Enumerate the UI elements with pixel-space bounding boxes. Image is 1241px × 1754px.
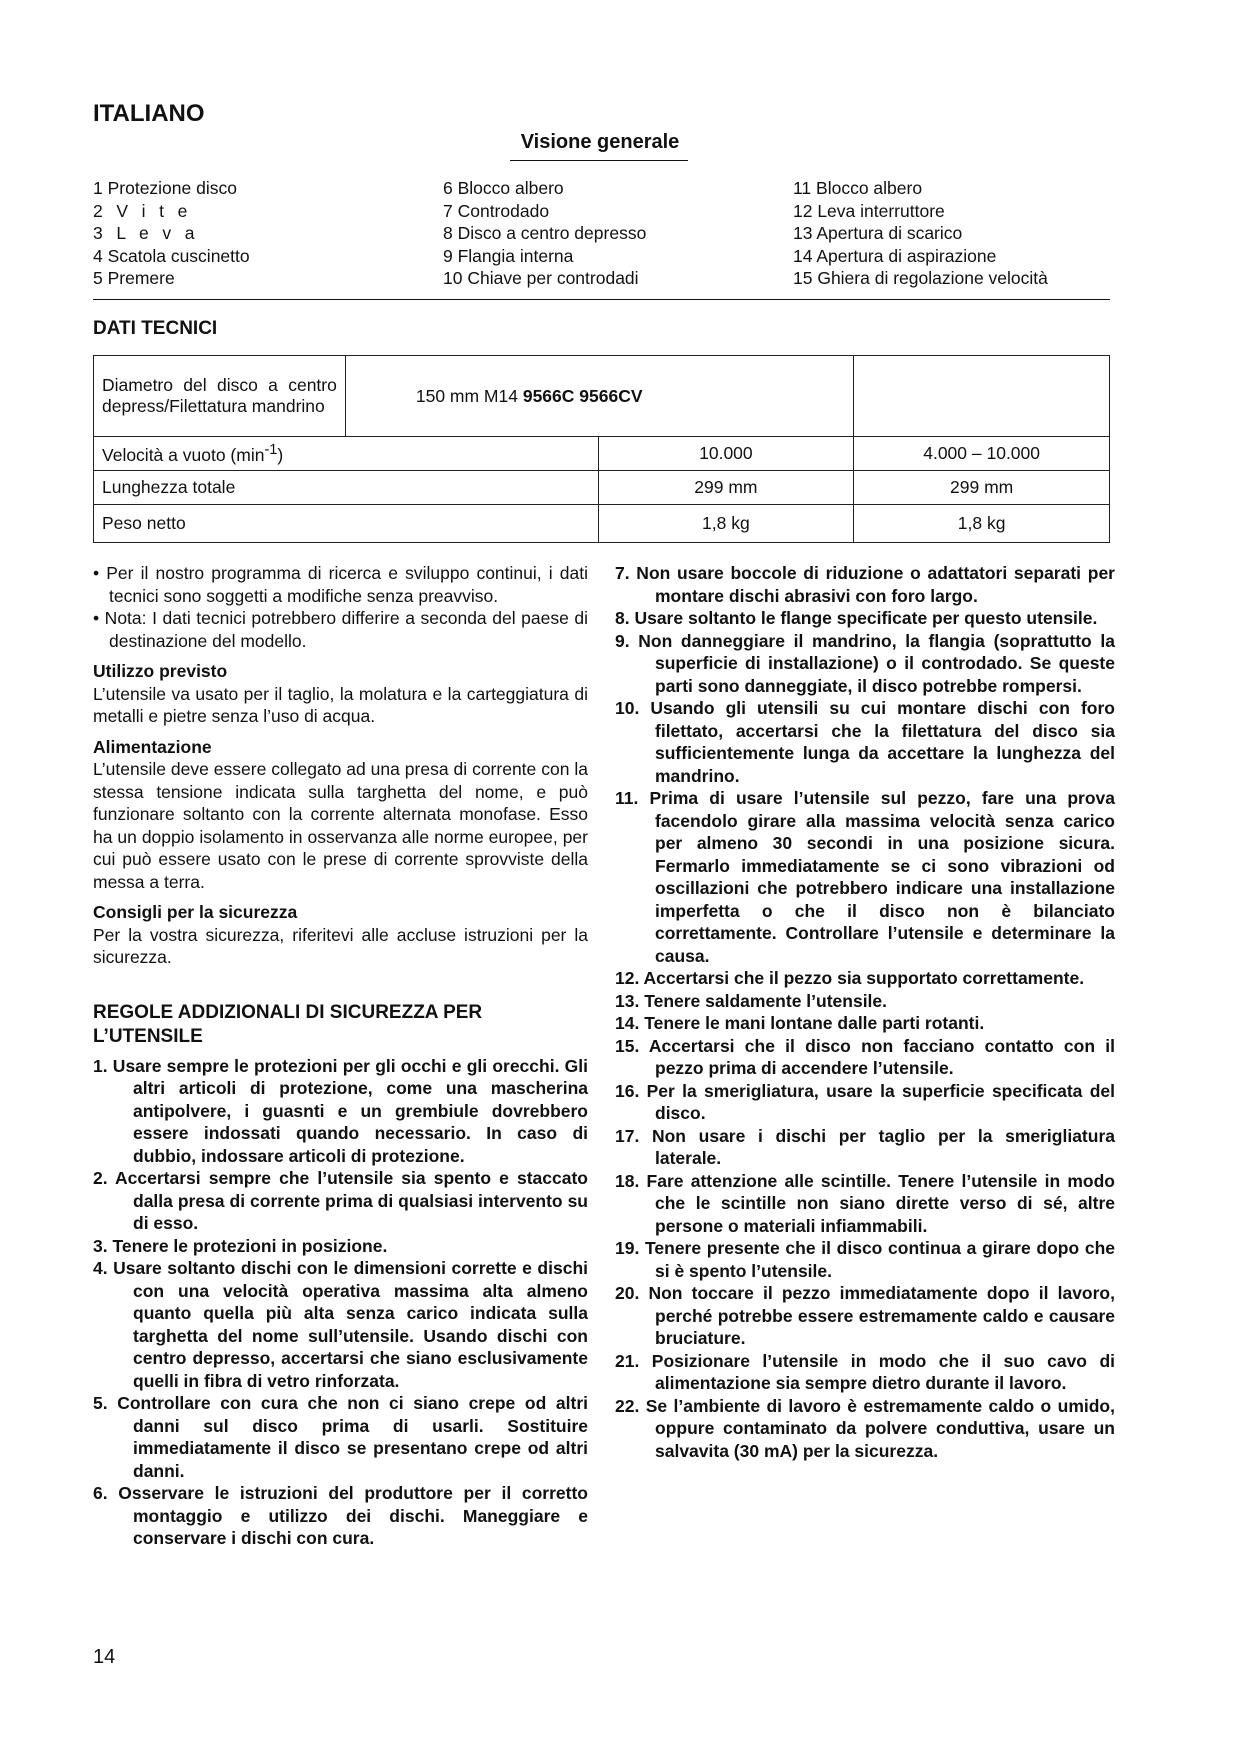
model-9566c: 9566C	[522, 385, 575, 406]
part-label: 9 Flangia interna	[443, 245, 574, 266]
specs-label: Lunghezza totale	[94, 471, 599, 505]
overview-column-2	[443, 177, 646, 290]
part-label: 10 Chiave per controdadi	[443, 268, 639, 288]
power-heading: Alimentazione	[93, 736, 212, 757]
specs-row-weight	[94, 505, 1110, 543]
specs-value-9566cv: 4.000 – 10.000	[854, 437, 1110, 471]
specs-row-diameter	[94, 356, 1110, 437]
part-label: 4 Scatola cuscinetto	[93, 245, 250, 266]
right-column	[615, 562, 1115, 1462]
overview-column-1	[93, 177, 250, 290]
part-label: 2 V i t e	[93, 200, 192, 221]
note-item: • Per il nostro programma di ricerca e sviluppo continui, i dati tecnici sono soggetti a modifiche senza preavviso.	[93, 563, 588, 606]
rule-item: 6. Osservare le istruzioni del produttore per il corretto montaggio e utilizzo dei dischi. Maneggiare e conservare i dischi con cura.	[93, 1483, 588, 1548]
part-label: 3 L e v a	[93, 223, 199, 243]
page-number: 14	[93, 1646, 116, 1668]
specs-label: Velocità a vuoto (min	[102, 444, 265, 465]
specs-table	[93, 355, 1110, 543]
part-label: 13 Apertura di scarico	[793, 223, 963, 243]
intended-use-heading: Utilizzo previsto	[93, 661, 228, 681]
specs-cell-value	[345, 356, 853, 437]
part-label: 15 Ghiera di regolazione velocità	[793, 268, 1048, 288]
specs-cell-empty	[854, 356, 1110, 437]
rule-item: 2. Accertarsi sempre che l’utensile sia spento e staccato dalla presa di corrente prima di qualsiasi intervento su di esso.	[93, 1168, 588, 1233]
specs-row-speed	[94, 437, 1110, 471]
language-heading: ITALIANO	[93, 100, 205, 127]
rule-item: 21. Posizionare l’utensile in modo che il suo cavo di alimentazione sia sempre dietro durante il lavoro.	[615, 1350, 1115, 1393]
rule-item: 18. Fare attenzione alle scintille. Tenere l’utensile in modo che le scintille non siano dirette verso di sé, altre persone o materiali infiammabili.	[615, 1170, 1115, 1236]
part-label: 7 Controdado	[443, 200, 550, 221]
specs-heading: DATI TECNICI	[93, 318, 218, 339]
rule-item: 22. Se l’ambiente di lavoro è estremamente caldo o umido, oppure contaminato da polvere conduttiva, usare un salvavita (30 mA) per la sicurezza.	[615, 1395, 1115, 1461]
section-divider	[93, 299, 1110, 300]
overview-title: Visione generale	[520, 131, 680, 153]
specs-label-sup: -1	[264, 441, 278, 458]
part-label: 6 Blocco albero	[443, 178, 564, 198]
specs-value-9566c: 1,8 kg	[598, 505, 854, 543]
part-label: 5 Premere	[93, 268, 175, 288]
power-text: L’utensile deve essere collegato ad una presa di corrente con la stessa tensione indicata sulla targhetta del nome, e può funzionare soltanto con la corrente alternata monofase. Esso ha un doppio isolamento in osservanza alle norme europee, per cui può essere usato con le prese di corrente sprovviste della messa a terra.	[93, 759, 588, 892]
rule-item: 12. Accertarsi che il pezzo sia supportato correttamente.	[615, 968, 1085, 988]
model-9566cv: 9566CV	[579, 385, 643, 406]
part-label: 12 Leva interruttore	[793, 200, 945, 221]
rule-item: 1. Usare sempre le protezioni per gli occhi e gli orecchi. Gli altri articoli di protezione, come una mascherina antipolvere, i guasnti e un grembiule dovrebbero essere indossati quando necessario. In caso di dubbio, indossare articoli di protezione.	[93, 1055, 588, 1166]
note-item: • Nota: I dati tecnici potrebbero differire a seconda del paese di destinazione del modello.	[93, 608, 588, 651]
part-label: 11 Blocco albero	[793, 178, 923, 198]
specs-label-end: )	[277, 444, 284, 465]
rule-item: 14. Tenere le mani lontane dalle parti rotanti.	[615, 1013, 985, 1033]
overview-title-underline	[510, 160, 688, 161]
specs-label: Peso netto	[94, 505, 599, 543]
rules-heading: REGOLE ADDIZIONALI DI SICUREZZA PER L’UTENSILE	[93, 1001, 483, 1047]
overview-column-3	[793, 177, 1048, 290]
rule-item: 11. Prima di usare l’utensile sul pezzo, fare una prova facendolo girare alla massima velocità senza carico per almeno 30 secondi in una posizione sicura. Fermarlo immediatamente se ci sono vibrazioni od oscillazioni che potrebbero indicare una installazione imperfetta o che il disco non è bilanciato correttamente. Controllare l’utensile e determinare la causa.	[615, 788, 1115, 966]
rule-item: 10. Usando gli utensili su cui montare dischi con foro filettato, accertarsi che la filettatura del disco sia sufficientemente lunga da accettare la lunghezza del mandrino.	[615, 698, 1115, 786]
rule-item: 15. Accertarsi che il disco non facciano contatto con il pezzo prima di accendere l’utensile.	[615, 1035, 1115, 1078]
intended-use-text: L’utensile va usato per il taglio, la molatura e la carteggiatura di metalli e pietre senza l’uso di acqua.	[93, 683, 588, 726]
rule-item: 13. Tenere saldamente l’utensile.	[615, 990, 888, 1011]
rule-item: 20. Non toccare il pezzo immediatamente dopo il lavoro, perché potrebbe essere estremamente caldo e causare bruciature.	[615, 1283, 1115, 1348]
specs-cell-label	[94, 356, 346, 437]
specs-row-length	[94, 471, 1110, 505]
part-label: 8 Disco a centro depresso	[443, 223, 647, 243]
rule-item: 8. Usare soltanto le flange specificate per questo utensile.	[615, 608, 1098, 628]
rule-item: 4. Usare soltanto dischi con le dimensioni corrette e dischi con una velocità operativa massima alta almeno quanto quella più alta senza carico indicata sulla targhetta del nome sull’utensile. Usando dischi con centro depresso, accertarsi che siano esclusivamente quelli in fibra di vetro rinforzata.	[93, 1258, 588, 1391]
specs-value-9566c: 299 mm	[598, 471, 854, 505]
rule-item: 3. Tenere le protezioni in posizione.	[93, 1235, 388, 1256]
specs-label: Diametro del disco a centro depress/Filettatura mandrino	[102, 375, 337, 416]
specs-value: 150 mm M14	[415, 385, 523, 406]
rule-item: 7. Non usare boccole di riduzione o adattatori separati per montare dischi abrasivi con foro largo.	[615, 563, 1115, 606]
rule-item: 19. Tenere presente che il disco continua a girare dopo che si è spento l’utensile.	[615, 1238, 1115, 1281]
safety-tips-text: Per la vostra sicurezza, riferitevi alle accluse istruzioni per la sicurezza.	[93, 924, 588, 967]
rule-item: 9. Non danneggiare il mandrino, la flangia (soprattutto la superficie di installazione) o il controdado. Se queste parti sono danneggiate, il disco potrebbe rompersi.	[615, 630, 1115, 696]
rule-item: 17. Non usare i dischi per taglio per la smerigliatura laterale.	[615, 1125, 1115, 1168]
specs-value-9566c: 10.000	[598, 437, 854, 471]
safety-tips-heading: Consigli per la sicurezza	[93, 902, 298, 922]
part-label: 1 Protezione disco	[93, 178, 237, 198]
part-label: 14 Apertura di aspirazione	[793, 245, 997, 266]
specs-value-9566cv: 1,8 kg	[854, 505, 1110, 543]
rule-item: 5. Controllare con cura che non ci siano crepe od altri danni sul disco prima di usarli. Sostituire immediatamente il disco se presentano crepe od altri danni.	[93, 1393, 588, 1481]
specs-value-9566cv: 299 mm	[854, 471, 1110, 505]
left-column	[93, 562, 588, 1550]
rule-item: 16. Per la smerigliatura, usare la superficie specificata del disco.	[615, 1080, 1115, 1123]
specs-cell-label	[94, 437, 599, 471]
